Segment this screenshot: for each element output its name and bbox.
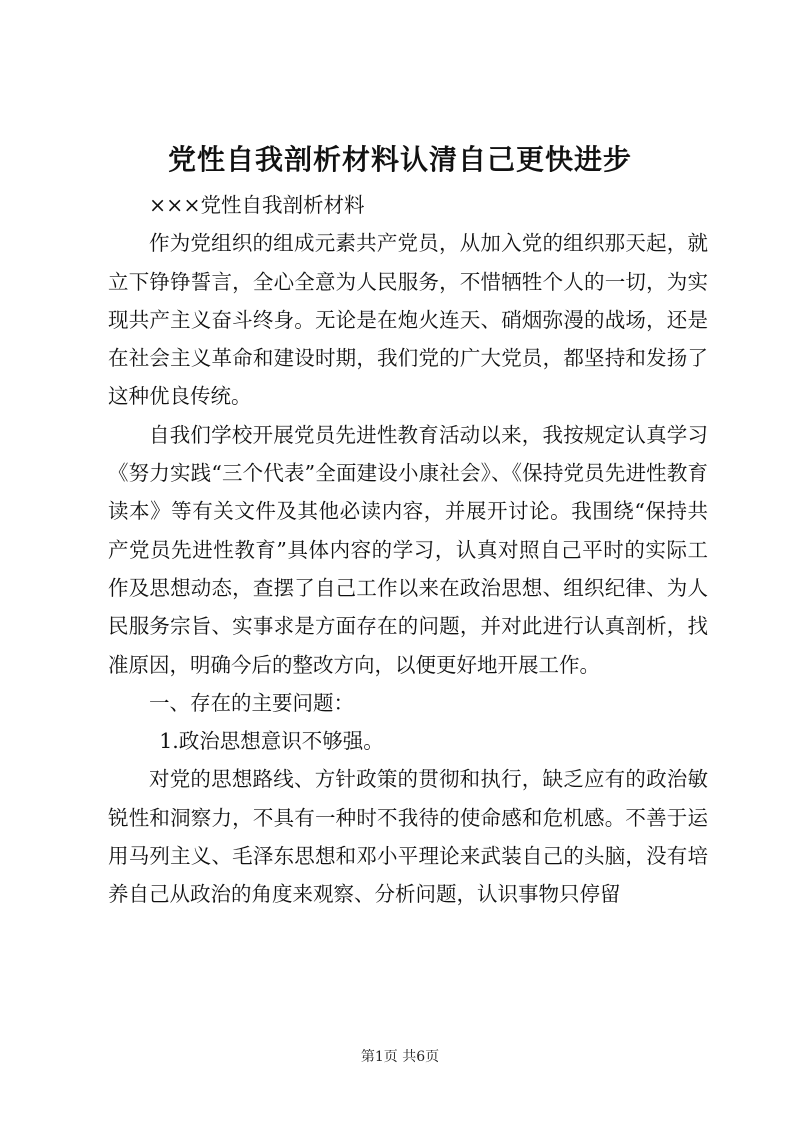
section-heading: 一、存在的主要问题： [149, 690, 354, 715]
problem-detail-paragraph: 对党的思想路线、方针政策的贯彻和执行，缺乏应有的政治敏锐性和洞察力，不具有一种时不我待的使命感和危机感。不善于运用马列主义、毛泽东思想和邓小平理论来武装自己的头脑，没有培养自己从政治的角度来观察、分析问题，认识事物只停留 [108, 767, 708, 907]
document-title: 党性自我剖析材料认清自己更快进步 [167, 143, 632, 176]
page-footer: 第1页 共6页 [360, 1049, 440, 1065]
subtitle-paragraph: ×××党性自我剖析材料 [149, 193, 365, 217]
intro-paragraph: 作为党组织的组成元素共产党员，从加入党的组织那天起，就立下铮铮誓言，全心全意为人民服务，不惜牺牲个人的一切，为实现共产主义奋斗终身。无论是在炮火连天、硝烟弥漫的战场，还是在社会主义革命和建设时期，我们党的广大党员，都坚持和发扬了这种优良传统。 [108, 231, 708, 409]
problem-item-heading: 1.政治思想意识不够强。 [159, 729, 384, 754]
document-body [108, 186, 708, 914]
study-paragraph: 自我们学校开展党员先进性教育活动以来，我按规定认真学习《努力实践“三个代表”全面建设小康社会》、《保持党员先进性教育读本》等有关文件及其他必读内容，并展开讨论。我围绕“保持共产党员先进性教育”具体内容的学习，认真对照自己平时的实际工作及思想动态，查摆了自己工作以来在政治思想、组织纪律、为人民服务宗旨、实事求是方面存在的问题，并对此进行认真剖析，找准原因，明确今后的整改方向，以便更好地开展工作。 [108, 422, 708, 677]
